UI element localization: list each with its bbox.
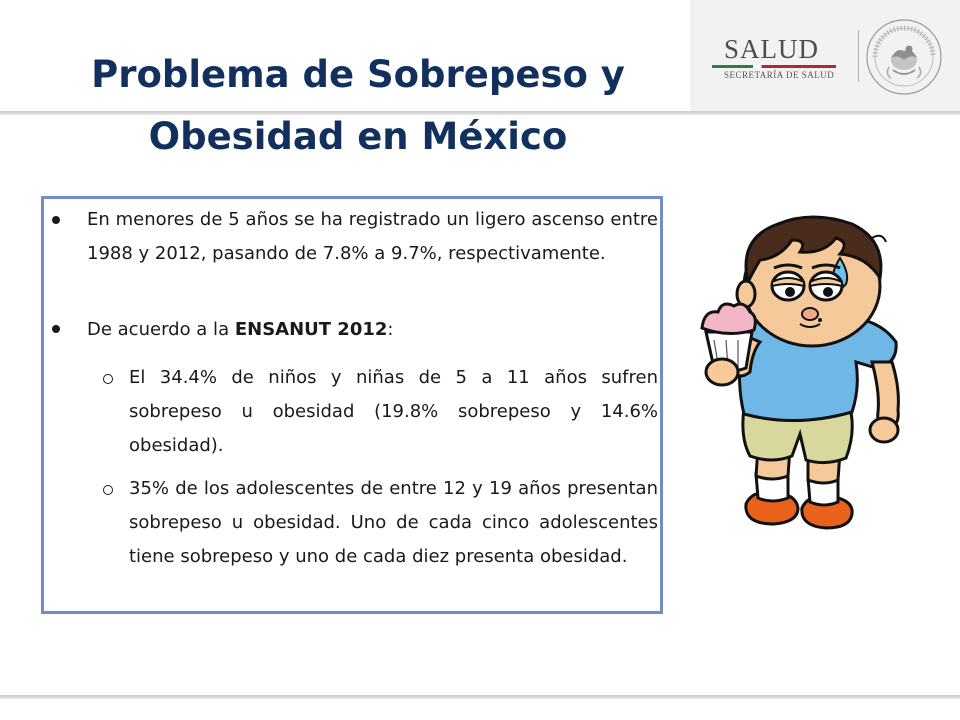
sub-bullet-item-2: 35% de los adolescentes de entre 12 y 19 años presentan sobrepeso u obesidad. Uno de cada cinco adolescentes tiene sobrepeso y uno de cada diez presenta obesidad.: [129, 478, 658, 567]
sub-bullet-ring-icon: [103, 374, 113, 384]
boy-eating-cupcake-illustration: [700, 212, 930, 542]
salud-logo-stripe: [712, 65, 836, 68]
logo-divider: [858, 30, 859, 82]
mexico-seal-icon: [865, 18, 943, 96]
salud-logo-text: SALUD: [724, 34, 820, 64]
ensanut-label: ENSANUT 2012: [234, 319, 388, 340]
sub-bullet-ring-icon: [103, 485, 113, 495]
footer-divider: [0, 695, 960, 699]
salud-logo-subtitle: SECRETARÍA DE SALUD: [724, 70, 835, 80]
title-line-1: Problema de Sobrepeso y: [91, 53, 625, 96]
header-divider: [0, 111, 960, 115]
bullet-item-2-suffix: :: [387, 319, 394, 340]
bullet-dot-icon: [52, 325, 60, 333]
bullet-item-1: En menores de 5 años se ha registrado un ligero ascenso entre 1988 y 2012, pasando de 7.8% a 9.7%, respectivamente.: [87, 209, 658, 264]
slide-title: [40, 44, 676, 168]
bullet-item-2: [87, 313, 658, 347]
bullet-item-2-prefix: De acuerdo a la: [87, 319, 235, 340]
bullet-dot-icon: [52, 216, 60, 224]
title-line-2: Obesidad en México: [148, 115, 568, 158]
sub-bullet-item-1: El 34.4% de niños y niñas de 5 a 11 años sufren sobrepeso u obesidad (19.8% sobrepeso y 14.6% obesidad).: [129, 367, 658, 456]
